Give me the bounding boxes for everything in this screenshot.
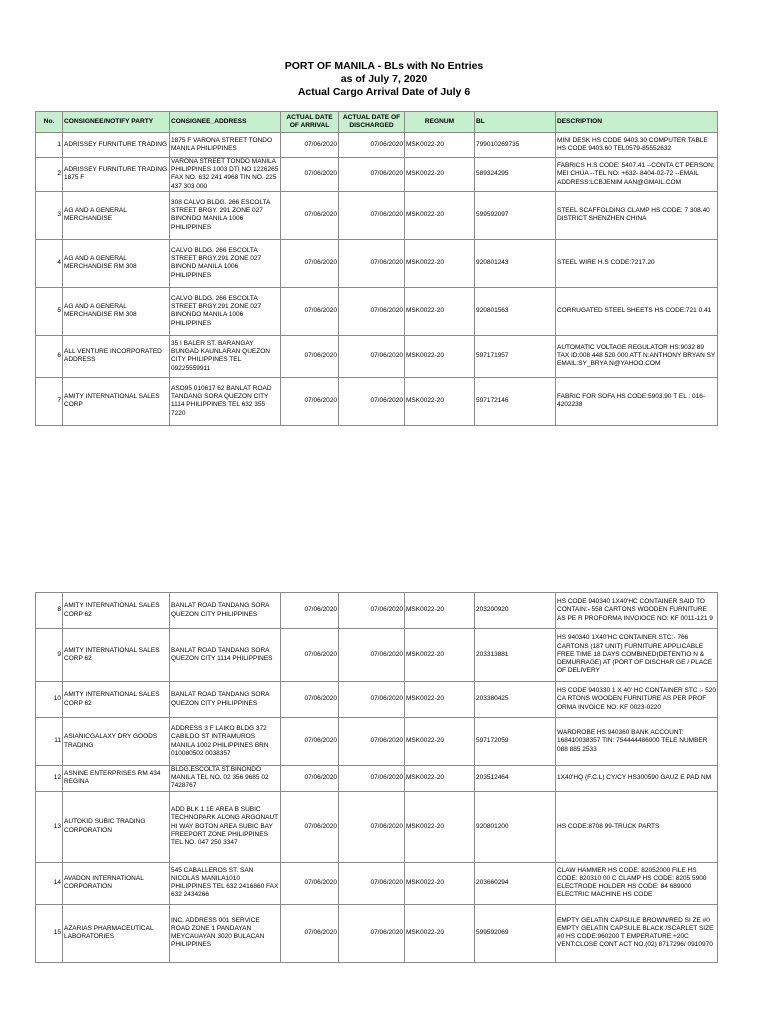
bl-cell: 599592097 — [475, 191, 556, 239]
discharged-date-cell: 07/06/2020 — [339, 593, 405, 629]
bl-cell: 920801563 — [475, 287, 556, 335]
table-row — [36, 862, 718, 904]
title-line-2: as of July 7, 2020 — [340, 73, 428, 85]
address-cell: BANLAT ROAD TANDANG SORA QUEZON CITY 1114 PHILIPPINES — [170, 629, 281, 682]
arrival-date-cell: 07/06/2020 — [281, 629, 339, 682]
address-cell: ADD BLK 1 1E AREA B SUBIC TECHNOPARK ALONG ARGONAUT HI WAY BOTON AREA SUBIC BAY FREEPORT ZONE PHILIPPINES TEL NO. 047 250 3347 — [170, 791, 281, 862]
header-consignee: CONSIGNEE/NOTIFY PARTY — [63, 112, 170, 133]
address-cell: CALVO BLDG. 266 ESCOLTA STREET BRGY.291 ZONE 027 BINOND MANILA 1006 PHILIPPINES — [170, 239, 281, 287]
table-row — [36, 682, 718, 718]
arrival-date-cell: 07/06/2020 — [281, 158, 339, 192]
report-title — [0, 60, 768, 99]
discharged-date-cell: 07/06/2020 — [339, 629, 405, 682]
row-number: 11 — [36, 718, 63, 766]
row-number: 3 — [36, 191, 63, 239]
address-cell: ADDRESS 3 F LAIKO BLDG 372 CABILDO ST INTRAMUROS MANILA 1002 PHILIPPINES BRN 010080502 0038357 — [170, 718, 281, 766]
arrival-date-cell: 07/06/2020 — [281, 766, 339, 792]
discharged-date-cell: 07/06/2020 — [339, 718, 405, 766]
discharged-date-cell: 07/06/2020 — [339, 335, 405, 377]
table-row — [36, 718, 718, 766]
row-number: 8 — [36, 593, 63, 629]
table-row — [36, 335, 718, 377]
consignee-cell: ADRISSEY FURNITURE TRADING 1875 F — [63, 158, 170, 192]
description-cell: EMPTY GELATIN CAPSULE BROWN/RED SI ZE #0 EMPTY GELATIN CAPSULE BLACK /SCARLET SIZE #0 HS CODE:960200 T EMPERATURE:+20C VENT:CLOSE CONT ACT NO.(02) 8717296/ 0910970 — [556, 904, 718, 962]
consignee-cell: AVADON INTERNATIONAL CORPORATION — [63, 862, 170, 904]
arrival-date-cell: 07/06/2020 — [281, 287, 339, 335]
table-row — [36, 766, 718, 792]
arrival-date-cell: 07/06/2020 — [281, 682, 339, 718]
table-row — [36, 133, 718, 158]
arrival-date-cell: 07/06/2020 — [281, 335, 339, 377]
description-cell: MINI DESK HS CODE 9403.30 COMPUTER TABLE HS CODE 9403.60 TEL0579-85552632 — [556, 133, 718, 158]
description-cell: 1X40'HQ (F.C.L) CY/CY HS300590 GAUZ E PAD NM — [556, 766, 718, 792]
address-cell: ASO95 010617 62 BANLAT ROAD TANDANG SORA QUEZON CITY 1114 PHILIPPINES TEL 632 355 7220 — [170, 377, 281, 425]
consignee-cell: AMITY INTERNATIONAL SALES CORP — [63, 377, 170, 425]
row-number: 1 — [36, 133, 63, 158]
header-bl: BL — [475, 112, 556, 133]
bl-table-page-2 — [35, 592, 718, 963]
arrival-date-cell: 07/06/2020 — [281, 791, 339, 862]
table-row — [36, 629, 718, 682]
table-row — [36, 158, 718, 192]
regnum-cell: MSK0022-20 — [405, 239, 475, 287]
description-cell: CORRUGATED STEEL SHEETS HS CODE:721 0.41 — [556, 287, 718, 335]
consignee-cell: AMITY INTERNATIONAL SALES CORP 62 — [63, 682, 170, 718]
bl-cell: 203512464 — [475, 766, 556, 792]
row-number: 4 — [36, 239, 63, 287]
bl-cell: 799010269735 — [475, 133, 556, 158]
description-cell: FABRIC FOR SOFA HS CODE:5903.90 T EL : 016-4202238 — [556, 377, 718, 425]
row-number: 14 — [36, 862, 63, 904]
row-number: 12 — [36, 766, 63, 792]
arrival-date-cell: 07/06/2020 — [281, 904, 339, 962]
header-arrival: ACTUAL DATE OF ARRIVAL — [281, 112, 339, 133]
bl-cell: 920801243 — [475, 239, 556, 287]
table-row — [36, 239, 718, 287]
address-cell: INC. ADDRESS 001 SERVICE ROAD ZONE 1 PANDAYAN MEYCAUAYAN 3020 BULACAN PHILIPPINES — [170, 904, 281, 962]
description-cell: FABRICS H.S CODE: 5407.41 --CONTA CT PERSON: MEI CHUA --TEL NO: +632- 8404-02-72 --EMAIL ADDRESS:LCBJENIM AAN@GMAIL.COM — [556, 158, 718, 192]
consignee-cell: AG AND A GENERAL MERCHANDISE RM 308 — [63, 239, 170, 287]
discharged-date-cell: 07/06/2020 — [339, 191, 405, 239]
description-cell: CLAW HAMMER HS CODE: 82052000 FILE HS CODE: 820310 00 C CLAMP HS CODE: 8205 5900 ELECTRODE HOLDER HS CODE: 84 689000 ELECTRIC MACHINE HS CODE — [556, 862, 718, 904]
address-cell: BLDG.ESCOLTA ST.BINONDO MANILA TEL NO. 02 356 9685 02 7428767 — [170, 766, 281, 792]
regnum-cell: MSK0022-20 — [405, 191, 475, 239]
discharged-date-cell: 07/06/2020 — [339, 862, 405, 904]
address-cell: 1875 F VARONA STREET TONDO MANILA PHILIPPINES — [170, 133, 281, 158]
table-row — [36, 593, 718, 629]
header-discharged: ACTUAL DATE OF DISCHARGED — [339, 112, 405, 133]
row-number: 13 — [36, 791, 63, 862]
table-row — [36, 191, 718, 239]
header-description: DESCRIPTION — [556, 112, 718, 133]
discharged-date-cell: 07/06/2020 — [339, 287, 405, 335]
regnum-cell: MSK0022-20 — [405, 133, 475, 158]
bl-cell: 597171957 — [475, 335, 556, 377]
discharged-date-cell: 07/06/2020 — [339, 791, 405, 862]
description-cell: STEEL WIRE H.S CODE:7217.20 — [556, 239, 718, 287]
regnum-cell: MSK0022-20 — [405, 862, 475, 904]
row-number: 6 — [36, 335, 63, 377]
row-number: 10 — [36, 682, 63, 718]
address-cell: CALVO BLDG. 266 ESCOLTA STREET BRGY.291 ZONE 027 BINONDO MANILA 1006 PHILIPPINES — [170, 287, 281, 335]
consignee-cell: ADRISSEY FURNITURE TRADING — [63, 133, 170, 158]
regnum-cell: MSK0022-20 — [405, 158, 475, 192]
consignee-cell: AG AND A GENERAL MERCHANDISE — [63, 191, 170, 239]
consignee-cell: ALL VENTURE INCORPORATED ADDRESS — [63, 335, 170, 377]
bl-cell: 597172146 — [475, 377, 556, 425]
description-cell: STEEL SCAFFOLDING CLAMP HS CODE: 7 308.40 DISTRICT SHENZHEN CHINA — [556, 191, 718, 239]
table-row — [36, 904, 718, 962]
consignee-cell: AG AND A GENERAL MERCHANDISE RM 308 — [63, 287, 170, 335]
regnum-cell: MSK0022-20 — [405, 904, 475, 962]
description-cell: HS 940340 1X40'HC CONTAINER STC:- 766 CARTONS (187 UNIT) FURNITURE APPLICABLE FREE TIME 18 DAYS COMBINED(DETENTIO N & DEMURRAGE) AT (PORT OF DISCHAR GE / PLACE OF DELIVERY — [556, 629, 718, 682]
table-header-row — [36, 112, 718, 133]
row-number: 5 — [36, 287, 63, 335]
consignee-cell: AZARIAS PHARMACEUTICAL LABORATORIES — [63, 904, 170, 962]
description-cell: HS CODE 940330 1 X 40' HC CONTAINER STC :- 520 CA RTONS WOODEN FURNITURE AS PER PROF ORMA INVOICE NO: KF 0023-0220 — [556, 682, 718, 718]
address-cell: BANLAT ROAD TANDANG SORA QUEZON CITY PHILIPPINES — [170, 682, 281, 718]
title-line-3: Actual Cargo Arrival Date of July 6 — [297, 86, 471, 98]
header-no: No. — [36, 112, 63, 133]
address-cell: 35 I BALER ST. BARANGAY BUNGAD KAUNLARAN QUEZON CITY PHILIPPINES TEL 09225559911 — [170, 335, 281, 377]
discharged-date-cell: 07/06/2020 — [339, 377, 405, 425]
address-cell: 545 CABALLEROS ST. SAN NICOLAS MANILA1010 PHILIPPINES TEL 632 2416860 FAX 632 2434266 — [170, 862, 281, 904]
regnum-cell: MSK0022-20 — [405, 718, 475, 766]
arrival-date-cell: 07/06/2020 — [281, 133, 339, 158]
regnum-cell: MSK0022-20 — [405, 766, 475, 792]
bl-cell: 599592069 — [475, 904, 556, 962]
discharged-date-cell: 07/06/2020 — [339, 682, 405, 718]
header-regnum: REGNUM — [405, 112, 475, 133]
regnum-cell: MSK0022-20 — [405, 377, 475, 425]
bl-cell: 597172059 — [475, 718, 556, 766]
regnum-cell: MSK0022-20 — [405, 287, 475, 335]
row-number: 9 — [36, 629, 63, 682]
arrival-date-cell: 07/06/2020 — [281, 239, 339, 287]
bl-cell: 203660294 — [475, 862, 556, 904]
bl-cell: 203313881 — [475, 629, 556, 682]
consignee-cell: ASIANICGALAXY DRY GOODS TRADING — [63, 718, 170, 766]
bl-table-page-1 — [35, 111, 718, 426]
row-number: 15 — [36, 904, 63, 962]
description-cell: WARDROBE HS:940360 BANK ACCOUNT: 168410038357 TIN: 754444486000 TELE NUMBER 088 885 2533 — [556, 718, 718, 766]
title-line-1: PORT OF MANILA - BLs with No Entries — [284, 60, 484, 72]
discharged-date-cell: 07/06/2020 — [339, 766, 405, 792]
bl-cell: 589324295 — [475, 158, 556, 192]
description-cell: AUTOMATIC VOLTAGE REGULATOR HS:9032 89 TAX ID:008 448 520 000 ATT N:ANTHONY BRYAN SY EMAIL:SY_BRYA N@YAHOO.COM — [556, 335, 718, 377]
address-cell: 308 CALVO BLDG. 266 ESCOLTA STREET BRGY. 291 ZONE 027 BINONDO MANILA 1006 PHILIPPINES — [170, 191, 281, 239]
row-number: 7 — [36, 377, 63, 425]
discharged-date-cell: 07/06/2020 — [339, 133, 405, 158]
discharged-date-cell: 07/06/2020 — [339, 158, 405, 192]
regnum-cell: MSK0022-20 — [405, 791, 475, 862]
table-row — [36, 377, 718, 425]
bl-cell: 920801200 — [475, 791, 556, 862]
regnum-cell: MSK0022-20 — [405, 335, 475, 377]
header-address: CONSIGNEE_ADDRESS — [170, 112, 281, 133]
description-cell: HS CODE 940340 1X40'HC CONTAINER SAID TO CONTAIN:- 558 CARTONS WOODEN FURNITURE AS PE R PROFORMA INVOIOCE NO: KF 0011-121 9 — [556, 593, 718, 629]
arrival-date-cell: 07/06/2020 — [281, 377, 339, 425]
bl-cell: 203380425 — [475, 682, 556, 718]
discharged-date-cell: 07/06/2020 — [339, 904, 405, 962]
consignee-cell: ASNINE ENTERPRISES RM 434 REGINA — [63, 766, 170, 792]
consignee-cell: AMITY INTERNATIONAL SALES CORP 62 — [63, 629, 170, 682]
address-cell: BANLAT ROAD TANDANG SORA QUEZON CITY PHILIPPINES — [170, 593, 281, 629]
bl-cell: 203200920 — [475, 593, 556, 629]
address-cell: VARONA STREET TONDO MANILA PHILIPPINES 1003 DTI NO 1226265 FAX NO. 632 241 4968 TIN NO. 225 437 303 000 — [170, 158, 281, 192]
regnum-cell: MSK0022-20 — [405, 682, 475, 718]
arrival-date-cell: 07/06/2020 — [281, 718, 339, 766]
description-cell: HS CODE:8708 99-TRUCK PARTS — [556, 791, 718, 862]
discharged-date-cell: 07/06/2020 — [339, 239, 405, 287]
table-row — [36, 791, 718, 862]
consignee-cell: AMITY INTERNATIONAL SALES CORP 62 — [63, 593, 170, 629]
table-row — [36, 287, 718, 335]
arrival-date-cell: 07/06/2020 — [281, 862, 339, 904]
arrival-date-cell: 07/06/2020 — [281, 593, 339, 629]
regnum-cell: MSK0022-20 — [405, 629, 475, 682]
row-number: 2 — [36, 158, 63, 192]
regnum-cell: MSK0022-20 — [405, 593, 475, 629]
arrival-date-cell: 07/06/2020 — [281, 191, 339, 239]
consignee-cell: AUTOKID SUBIC TRADING CORPORATION — [63, 791, 170, 862]
